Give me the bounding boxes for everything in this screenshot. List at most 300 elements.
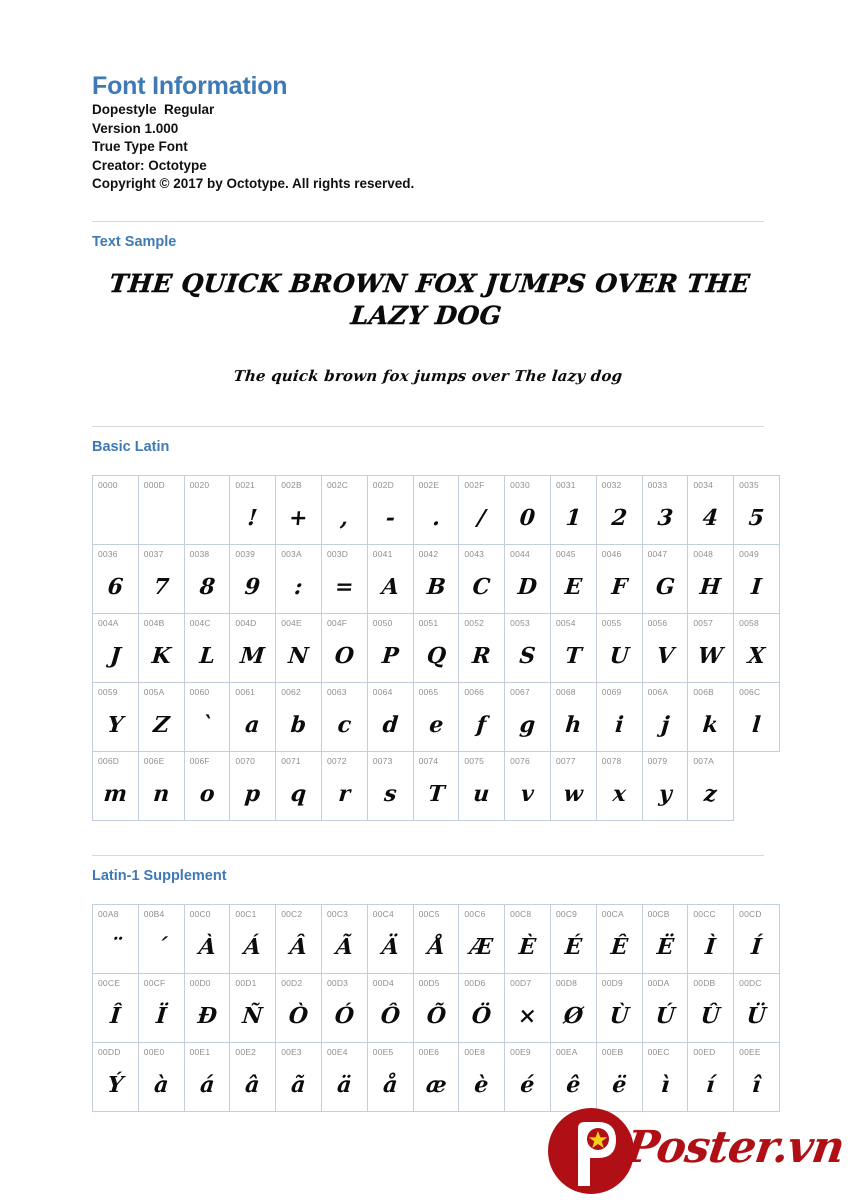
glyph-cell[interactable]: [642, 751, 688, 820]
glyph-preview: î: [751, 1071, 762, 1098]
glyph-preview: v: [520, 780, 536, 807]
glyph-cell[interactable]: [93, 1042, 139, 1111]
glyph-codepoint-label: 00CA: [601, 908, 624, 919]
glyph-cell[interactable]: [413, 904, 459, 973]
glyph-row: [93, 973, 780, 1042]
glyph-cell[interactable]: [184, 751, 230, 820]
glyph-codepoint-label: 006A: [647, 686, 669, 697]
glyph-preview: Q: [425, 642, 447, 669]
glyph-cell[interactable]: [321, 1042, 367, 1111]
glyph-cell[interactable]: [276, 973, 322, 1042]
glyph-cell[interactable]: [276, 904, 322, 973]
glyph-cell[interactable]: [688, 682, 734, 751]
glyph-codepoint-label: 0055: [601, 617, 622, 628]
page-title: Font Information: [92, 72, 288, 100]
glyph-preview: T: [426, 780, 446, 807]
glyph-codepoint-label: 00E3: [281, 1046, 302, 1057]
glyph-cell[interactable]: [734, 973, 780, 1042]
glyph-codepoint-label: 0061: [235, 686, 256, 697]
glyph-preview: ë: [611, 1071, 628, 1098]
glyph-codepoint-label: 0031: [555, 479, 576, 490]
glyph-codepoint-label: 0052: [464, 617, 485, 628]
glyph-cell[interactable]: [688, 475, 734, 544]
metadata-version: Version 1.000: [92, 120, 179, 136]
glyph-cell[interactable]: [688, 904, 734, 973]
glyph-cell[interactable]: [734, 475, 780, 544]
glyph-cell[interactable]: [550, 973, 596, 1042]
glyph-cell[interactable]: [321, 544, 367, 613]
glyph-cell[interactable]: [367, 682, 413, 751]
glyph-cell[interactable]: [459, 973, 505, 1042]
glyph-codepoint-label: 00E9: [510, 1046, 531, 1057]
glyph-cell[interactable]: [138, 973, 184, 1042]
glyph-cell[interactable]: [596, 904, 642, 973]
glyph-cell[interactable]: [505, 682, 551, 751]
glyph-preview: R: [471, 642, 493, 669]
glyph-codepoint-label: 00E0: [143, 1046, 165, 1057]
glyph-preview: E: [563, 573, 583, 600]
glyph-codepoint-label: 0051: [418, 617, 439, 628]
glyph-preview: Õ: [425, 1002, 447, 1029]
glyph-preview: f: [475, 711, 488, 738]
glyph-preview: a: [244, 711, 262, 738]
glyph-codepoint-label: 0077: [555, 755, 576, 766]
glyph-preview: â: [244, 1071, 262, 1098]
glyph-codepoint-label: 003D: [326, 548, 349, 559]
poster-logo-mark-icon: [548, 1108, 634, 1194]
glyph-codepoint-label: 00C5: [418, 908, 440, 919]
glyph-codepoint-label: 00E2: [235, 1046, 257, 1057]
glyph-cell[interactable]: [276, 751, 322, 820]
glyph-preview: Ï: [154, 1002, 168, 1029]
glyph-cell[interactable]: [138, 1042, 184, 1111]
glyph-preview: Û: [700, 1002, 722, 1029]
glyph-cell[interactable]: [413, 751, 459, 820]
glyph-cell[interactable]: [321, 613, 367, 682]
metadata-copyright: Copyright © 2017 by Octotype. All rights reserved.: [92, 176, 415, 192]
glyph-cell[interactable]: [642, 475, 688, 544]
glyph-codepoint-label: 00D5: [418, 977, 440, 988]
glyph-cell[interactable]: [550, 904, 596, 973]
glyph-preview: 5: [747, 504, 766, 531]
glyph-cell[interactable]: [413, 973, 459, 1042]
metadata-format: True Type Font: [92, 139, 188, 155]
glyph-cell[interactable]: [93, 973, 139, 1042]
glyph-cell[interactable]: [596, 475, 642, 544]
glyph-codepoint-label: 00DB: [693, 977, 716, 988]
glyph-cell[interactable]: [642, 544, 688, 613]
glyph-cell[interactable]: [550, 544, 596, 613]
glyph-preview: 0: [518, 504, 537, 531]
glyph-codepoint-label: 006B: [693, 686, 715, 697]
glyph-preview: Â: [288, 933, 309, 960]
glyph-codepoint-label: 00E6: [418, 1046, 440, 1057]
glyph-cell[interactable]: [459, 1042, 505, 1111]
glyph-preview: [183, 498, 231, 538]
glyph-cell[interactable]: [413, 1042, 459, 1111]
glyph-preview: 9: [243, 573, 262, 600]
glyph-codepoint-label: 004A: [98, 617, 119, 628]
glyph-cell[interactable]: [550, 613, 596, 682]
glyph-cell[interactable]: [184, 475, 230, 544]
glyph-preview: Ô: [379, 1002, 401, 1029]
glyph-codepoint-label: 0062: [281, 686, 301, 697]
glyph-preview: æ: [424, 1071, 448, 1098]
glyph-preview: Ú: [654, 1002, 676, 1029]
glyph-cell[interactable]: [413, 544, 459, 613]
glyph-codepoint-label: 00C2: [281, 908, 303, 919]
glyph-preview: N: [287, 642, 310, 669]
glyph-cell-empty: [734, 751, 780, 820]
glyph-codepoint-label: 007A: [693, 755, 715, 766]
glyph-preview: c: [336, 711, 353, 738]
glyph-preview: [137, 498, 185, 538]
glyph-cell[interactable]: [413, 475, 459, 544]
glyph-cell[interactable]: [321, 904, 367, 973]
glyph-preview: s: [382, 780, 398, 807]
glyph-cell[interactable]: [367, 1042, 413, 1111]
glyph-preview: T: [564, 642, 583, 669]
glyph-preview: F: [610, 573, 629, 600]
glyph-cell[interactable]: [505, 544, 551, 613]
glyph-codepoint-label: 0064: [372, 686, 393, 697]
glyph-codepoint-label: 0067: [510, 686, 530, 697]
glyph-cell[interactable]: [321, 751, 367, 820]
glyph-cell[interactable]: [321, 475, 367, 544]
glyph-row: [93, 904, 780, 973]
glyph-cell[interactable]: [321, 973, 367, 1042]
glyph-preview: Î: [109, 1002, 122, 1029]
glyph-preview: C: [471, 573, 492, 600]
glyph-codepoint-label: 00DA: [647, 977, 670, 988]
glyph-preview: ×: [517, 1002, 538, 1029]
glyph-codepoint-label: 00E5: [372, 1046, 394, 1057]
glyph-table-latin1-supplement: [92, 904, 780, 1112]
glyph-preview: 6: [106, 573, 125, 600]
glyph-codepoint-label: 00D6: [464, 977, 486, 988]
glyph-cell[interactable]: [321, 682, 367, 751]
glyph-preview: B: [425, 573, 447, 600]
glyph-codepoint-label: 00CB: [647, 908, 670, 919]
glyph-codepoint-label: 0049: [739, 548, 759, 559]
glyph-preview: V: [655, 642, 675, 669]
glyph-row: [93, 475, 780, 544]
glyph-cell[interactable]: [688, 544, 734, 613]
glyph-codepoint-label: 0078: [601, 755, 622, 766]
glyph-preview: [91, 498, 139, 538]
glyph-row: [93, 613, 780, 682]
glyph-cell[interactable]: [413, 682, 459, 751]
glyph-table-body-basic-latin: [93, 475, 780, 820]
page-content: [92, 0, 768, 1112]
glyph-codepoint-label: 00CD: [739, 908, 762, 919]
glyph-preview: l: [751, 711, 762, 738]
glyph-cell[interactable]: [138, 904, 184, 973]
glyph-codepoint-label: 004E: [281, 617, 302, 628]
glyph-codepoint-label: 0073: [372, 755, 393, 766]
section-heading-basic-latin: Basic Latin: [92, 438, 170, 455]
glyph-codepoint-label: 000D: [143, 479, 165, 490]
glyph-preview: y: [657, 780, 673, 807]
glyph-codepoint-label: 00CE: [98, 977, 121, 988]
glyph-cell[interactable]: [550, 751, 596, 820]
glyph-preview: Ä: [380, 933, 400, 960]
glyph-cell[interactable]: [734, 682, 780, 751]
glyph-cell[interactable]: [734, 904, 780, 973]
glyph-codepoint-label: 005A: [143, 686, 165, 697]
glyph-cell[interactable]: [596, 1042, 642, 1111]
glyph-codepoint-label: 0074: [418, 755, 439, 766]
glyph-cell[interactable]: [459, 682, 505, 751]
glyph-cell[interactable]: [93, 475, 139, 544]
glyph-table-body-latin1-supplement: [93, 904, 780, 1111]
glyph-cell[interactable]: [230, 904, 276, 973]
glyph-cell[interactable]: [642, 613, 688, 682]
glyph-preview: -: [384, 504, 396, 531]
glyph-cell[interactable]: [184, 973, 230, 1042]
glyph-preview: i: [613, 711, 625, 738]
glyph-preview: /: [476, 504, 487, 531]
glyph-cell[interactable]: [184, 682, 230, 751]
glyph-cell[interactable]: [459, 904, 505, 973]
glyph-cell[interactable]: [276, 1042, 322, 1111]
glyph-cell[interactable]: [734, 544, 780, 613]
glyph-codepoint-label: 00D7: [510, 977, 532, 988]
glyph-codepoint-label: 00E1: [189, 1046, 211, 1057]
glyph-preview: Ê: [609, 933, 629, 960]
glyph-cell[interactable]: [138, 682, 184, 751]
text-sample-block: [92, 268, 764, 386]
glyph-preview: é: [519, 1071, 536, 1098]
glyph-cell[interactable]: [688, 613, 734, 682]
glyph-preview: H: [699, 573, 723, 600]
glyph-cell[interactable]: [596, 682, 642, 751]
metadata-creator: Creator: Octotype: [92, 157, 207, 173]
glyph-preview: Ü: [745, 1002, 768, 1029]
glyph-preview: !: [246, 504, 259, 531]
glyph-codepoint-label: 002E: [418, 479, 440, 490]
glyph-codepoint-label: 006E: [143, 755, 165, 766]
glyph-codepoint-label: 0059: [98, 686, 118, 697]
glyph-cell[interactable]: [93, 682, 139, 751]
glyph-cell[interactable]: [93, 613, 139, 682]
glyph-codepoint-label: 006D: [98, 755, 120, 766]
glyph-preview: 4: [701, 504, 720, 531]
glyph-cell[interactable]: [734, 613, 780, 682]
glyph-cell[interactable]: [230, 544, 276, 613]
glyph-codepoint-label: 004D: [235, 617, 257, 628]
glyph-codepoint-label: 0048: [693, 548, 714, 559]
glyph-cell[interactable]: [276, 475, 322, 544]
glyph-cell[interactable]: [138, 475, 184, 544]
glyph-preview: :: [293, 573, 304, 600]
glyph-codepoint-label: 002B: [281, 479, 302, 490]
glyph-codepoint-label: 0065: [418, 686, 439, 697]
glyph-codepoint-label: 0063: [326, 686, 347, 697]
glyph-codepoint-label: 0035: [739, 479, 759, 490]
glyph-codepoint-label: 0068: [555, 686, 576, 697]
glyph-preview: x: [611, 780, 627, 807]
glyph-cell[interactable]: [138, 613, 184, 682]
glyph-cell[interactable]: [596, 973, 642, 1042]
text-sample-uppercase: THE QUICK BROWN FOX JUMPS OVER THE LAZY DOG: [107, 268, 752, 330]
glyph-codepoint-label: 00EE: [739, 1046, 761, 1057]
glyph-codepoint-label: 00D3: [326, 977, 349, 988]
glyph-preview: ä: [336, 1071, 353, 1098]
glyph-cell[interactable]: [642, 904, 688, 973]
glyph-codepoint-label: 00A8: [98, 908, 119, 919]
poster-vn-logo[interactable]: [548, 1108, 848, 1196]
glyph-preview: á: [198, 1071, 216, 1098]
glyph-cell[interactable]: [93, 751, 139, 820]
glyph-cell[interactable]: [367, 613, 413, 682]
glyph-cell[interactable]: [550, 1042, 596, 1111]
glyph-preview: z: [703, 780, 719, 807]
glyph-cell[interactable]: [642, 973, 688, 1042]
glyph-preview: k: [701, 711, 720, 738]
glyph-codepoint-label: 0050: [372, 617, 393, 628]
glyph-cell[interactable]: [688, 1042, 734, 1111]
glyph-preview: Ý: [106, 1071, 125, 1098]
glyph-preview: Ø: [562, 1002, 585, 1029]
glyph-cell[interactable]: [459, 544, 505, 613]
glyph-codepoint-label: 0066: [464, 686, 485, 697]
glyph-cell[interactable]: [184, 904, 230, 973]
glyph-cell[interactable]: [413, 613, 459, 682]
glyph-cell[interactable]: [459, 751, 505, 820]
glyph-cell[interactable]: [184, 1042, 230, 1111]
glyph-cell[interactable]: [550, 475, 596, 544]
glyph-codepoint-label: 0037: [143, 548, 164, 559]
glyph-cell[interactable]: [276, 682, 322, 751]
glyph-codepoint-label: 00C9: [555, 908, 578, 919]
glyph-codepoint-label: 00D9: [601, 977, 623, 988]
glyph-codepoint-label: 0043: [464, 548, 485, 559]
glyph-codepoint-label: 0036: [98, 548, 118, 559]
glyph-codepoint-label: 002F: [464, 479, 485, 490]
glyph-codepoint-label: 0072: [326, 755, 347, 766]
glyph-codepoint-label: 00D0: [189, 977, 211, 988]
glyph-cell[interactable]: [459, 475, 505, 544]
glyph-preview: u: [472, 780, 491, 807]
glyph-cell[interactable]: [505, 973, 551, 1042]
glyph-preview: ê: [565, 1071, 582, 1098]
metadata-font-name: Dopestyle Regular: [92, 102, 215, 117]
glyph-row: [93, 544, 780, 613]
glyph-cell[interactable]: [505, 1042, 551, 1111]
glyph-codepoint-label: 0046: [601, 548, 622, 559]
glyph-codepoint-label: 00C1: [235, 908, 257, 919]
glyph-cell[interactable]: [230, 682, 276, 751]
glyph-cell[interactable]: [688, 973, 734, 1042]
glyph-preview: b: [289, 711, 308, 738]
glyph-preview: 7: [152, 573, 170, 600]
glyph-cell[interactable]: [230, 1042, 276, 1111]
glyph-preview: `: [200, 711, 214, 738]
glyph-cell[interactable]: [596, 751, 642, 820]
glyph-preview: A: [380, 573, 400, 600]
glyph-codepoint-label: 004F: [326, 617, 348, 628]
glyph-codepoint-label: 00E4: [326, 1046, 348, 1057]
glyph-preview: o: [198, 780, 216, 807]
glyph-cell[interactable]: [367, 751, 413, 820]
glyph-cell[interactable]: [276, 544, 322, 613]
glyph-cell[interactable]: [688, 751, 734, 820]
glyph-cell[interactable]: [367, 904, 413, 973]
glyph-cell[interactable]: [505, 904, 551, 973]
glyph-preview: P: [380, 642, 400, 669]
glyph-preview: 1: [564, 504, 583, 531]
glyph-table-basic-latin: [92, 475, 780, 821]
glyph-cell[interactable]: [642, 682, 688, 751]
glyph-codepoint-label: 004B: [143, 617, 165, 628]
logo-wordmark: Poster.vn: [622, 1122, 848, 1173]
glyph-codepoint-label: 00D8: [555, 977, 578, 988]
glyph-cell[interactable]: [93, 904, 139, 973]
glyph-cell[interactable]: [550, 682, 596, 751]
glyph-preview: Ì: [704, 933, 718, 960]
glyph-codepoint-label: 00EB: [601, 1046, 624, 1057]
glyph-cell[interactable]: [276, 613, 322, 682]
glyph-codepoint-label: 0070: [235, 755, 256, 766]
glyph-codepoint-label: 0069: [601, 686, 622, 697]
glyph-preview: ì: [659, 1071, 671, 1098]
glyph-codepoint-label: 00D4: [372, 977, 394, 988]
glyph-preview: 2: [610, 504, 628, 531]
glyph-cell[interactable]: [505, 475, 551, 544]
glyph-cell[interactable]: [367, 475, 413, 544]
glyph-codepoint-label: 00E8: [464, 1046, 486, 1057]
glyph-cell[interactable]: [642, 1042, 688, 1111]
glyph-preview: Ñ: [241, 1002, 264, 1029]
glyph-cell[interactable]: [367, 544, 413, 613]
glyph-cell[interactable]: [505, 751, 551, 820]
glyph-cell[interactable]: [230, 973, 276, 1042]
glyph-cell[interactable]: [184, 544, 230, 613]
glyph-codepoint-label: 004C: [189, 617, 211, 628]
glyph-preview: 3: [656, 504, 674, 531]
glyph-cell[interactable]: [93, 544, 139, 613]
glyph-cell[interactable]: [459, 613, 505, 682]
glyph-preview: .: [431, 504, 441, 531]
glyph-codepoint-label: 0020: [189, 479, 210, 490]
glyph-codepoint-label: 0075: [464, 755, 485, 766]
glyph-preview: D: [516, 573, 539, 600]
glyph-cell[interactable]: [596, 613, 642, 682]
glyph-cell[interactable]: [505, 613, 551, 682]
glyph-row: [93, 682, 780, 751]
glyph-preview: È: [518, 933, 538, 960]
glyph-cell[interactable]: [138, 544, 184, 613]
glyph-preview: ã: [290, 1071, 307, 1098]
glyph-cell[interactable]: [230, 751, 276, 820]
glyph-cell[interactable]: [230, 475, 276, 544]
glyph-preview: w: [562, 780, 584, 807]
glyph-preview: ´: [154, 933, 168, 960]
glyph-codepoint-label: 002D: [372, 479, 394, 490]
glyph-cell[interactable]: [596, 544, 642, 613]
glyph-codepoint-label: 00D2: [281, 977, 303, 988]
glyph-cell[interactable]: [184, 613, 230, 682]
glyph-cell[interactable]: [230, 613, 276, 682]
glyph-cell[interactable]: [367, 973, 413, 1042]
glyph-preview: K: [150, 642, 172, 669]
glyph-codepoint-label: 00C4: [372, 908, 394, 919]
glyph-cell[interactable]: [734, 1042, 780, 1111]
glyph-cell[interactable]: [138, 751, 184, 820]
glyph-preview: Z: [152, 711, 171, 738]
glyph-codepoint-label: 0079: [647, 755, 668, 766]
